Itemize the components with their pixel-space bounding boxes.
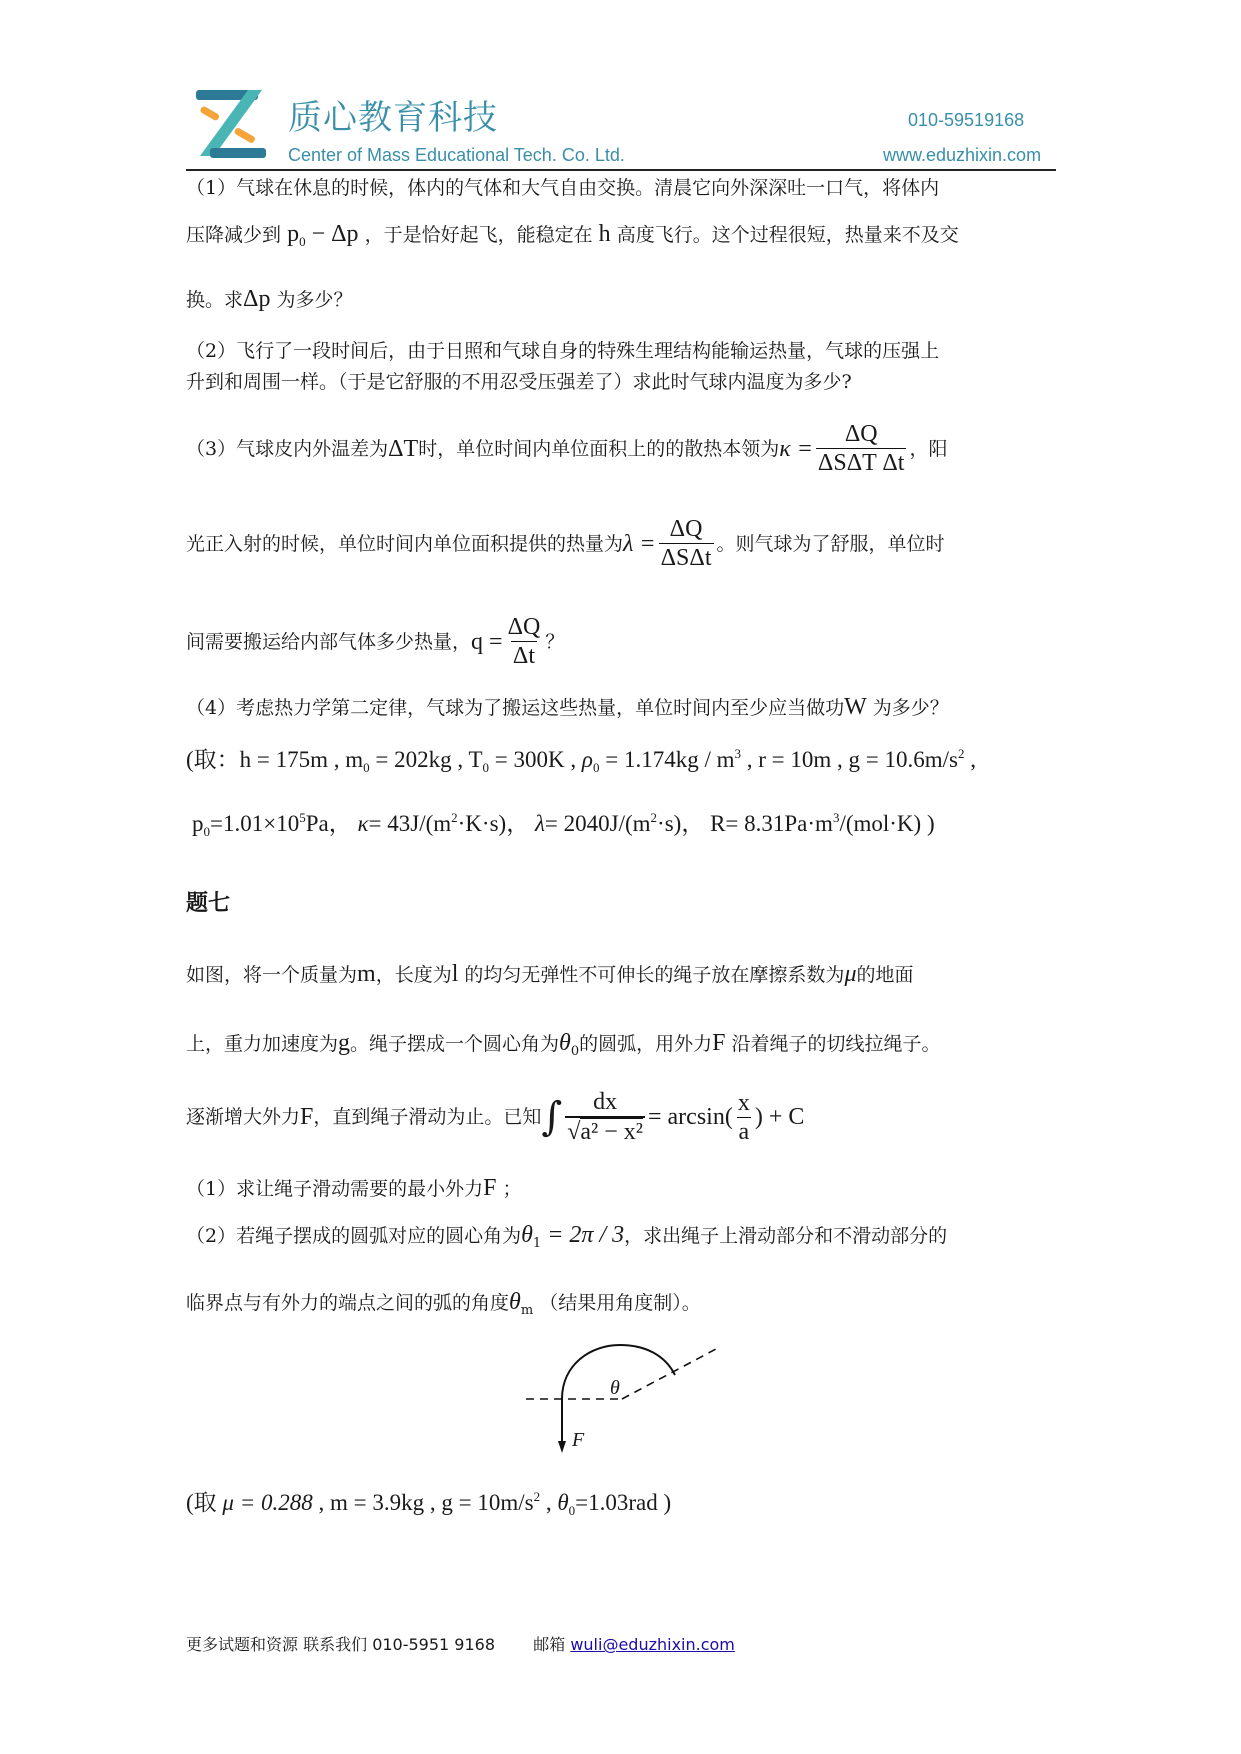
val-R: 8.31Pa·m bbox=[744, 811, 833, 836]
val-T0: 300K bbox=[513, 747, 565, 772]
text: ) bbox=[663, 1490, 672, 1515]
p7-q2-line2 bbox=[186, 1290, 701, 1323]
text: 压降减少到 bbox=[186, 224, 282, 246]
math-theta0: θ bbox=[559, 1030, 571, 1056]
val-R-tail: /(mol·K) bbox=[839, 811, 922, 836]
p7-q1 bbox=[186, 1176, 522, 1201]
text: ，直到绳子滑动为止。已知 bbox=[313, 1106, 542, 1128]
p7-given: (取 μ = 0.288 , m = 3.9kg , $g = 10m/s^2$ , $\theta_0=1.03rad$ ) bbox=[186, 1489, 672, 1518]
math-g: g bbox=[338, 1030, 351, 1056]
text: 如图，将一个质量为 bbox=[186, 964, 358, 986]
text: （4）考虑热力学第二定律，气球为了搬运这些热量，单位时间内至少应当做功 bbox=[186, 697, 845, 719]
math-plus-C: ) + C bbox=[754, 1104, 805, 1130]
footer-text: 更多试题和资源 联系我们 bbox=[186, 1635, 368, 1654]
text: 间需要搬运给内部气体多少热量， bbox=[186, 630, 472, 653]
val-g: 10.6m/s bbox=[884, 747, 958, 772]
val-kappa: 43J/(m bbox=[387, 811, 452, 836]
text: ，阳 bbox=[909, 437, 948, 460]
math-kappa: κ = bbox=[779, 435, 813, 462]
text: 临界点与有外力的端点之间的弧的角度 bbox=[186, 1292, 510, 1314]
subscript: 0 bbox=[570, 1044, 580, 1059]
math-q: q = bbox=[471, 628, 503, 655]
footer-email-link[interactable]: wuli@eduzhixin.com bbox=[570, 1635, 735, 1654]
fraction-x-over-a bbox=[736, 1089, 752, 1146]
text: 。绳子摆成一个圆心角为 bbox=[350, 1033, 560, 1055]
text: （3）气球皮内外温差为 bbox=[186, 437, 389, 460]
text: 的圆弧，用外力 bbox=[579, 1033, 713, 1055]
val-p0-unit: Pa bbox=[305, 811, 329, 836]
math-p0-dp: $p_0 - \Delta p$ bbox=[287, 221, 359, 249]
val-p0-exp: 5 bbox=[299, 810, 306, 825]
text: 。则气球为了舒服，单位时 bbox=[716, 532, 945, 555]
val-mu: μ = 0.288 bbox=[222, 1490, 313, 1515]
p6-q3-line1 bbox=[186, 420, 947, 477]
subscript: 1 bbox=[532, 1236, 542, 1251]
text: （1）求让绳子滑动需要的最小外力 bbox=[186, 1178, 484, 1200]
p6-q3-line3 bbox=[186, 613, 564, 670]
p6-q1-line1: （1）气球在休息的时候，体内的气体和大气自由交换。清晨它向外深深吐一口气，将体内 bbox=[186, 177, 940, 199]
math-l: l bbox=[451, 961, 459, 987]
math-theta1: θ bbox=[521, 1222, 533, 1248]
p6-q1-line2 bbox=[186, 222, 959, 254]
math-lambda: λ = bbox=[623, 530, 656, 557]
val-m: m = 3.9kg bbox=[330, 1490, 425, 1515]
val-r: 10m bbox=[790, 747, 832, 772]
math-dT: ΔT bbox=[388, 435, 419, 462]
denominator: a bbox=[738, 1118, 750, 1145]
text: 为多少？ bbox=[872, 697, 949, 719]
math-W: W bbox=[844, 694, 867, 720]
text: （结果用角度制）。 bbox=[539, 1292, 701, 1314]
val-lambda: 2040J/(m bbox=[563, 811, 651, 836]
p7-line3 bbox=[186, 1088, 804, 1146]
logo-icon bbox=[188, 86, 268, 164]
math-m: m bbox=[357, 961, 376, 987]
val-m0: 202kg bbox=[394, 747, 452, 772]
text: 上，重力加速度为 bbox=[186, 1033, 339, 1055]
header-website[interactable]: www.eduzhixin.com bbox=[883, 145, 1042, 165]
p6-q2-line2: 升到和周围一样。（于是它舒服的不用忍受压强差了）求此时气球内温度为多少? bbox=[186, 371, 852, 393]
val-p0: 1.01×10 bbox=[222, 811, 300, 836]
val-h: 175m bbox=[275, 747, 329, 772]
numerator: ΔQ bbox=[669, 516, 703, 542]
math-arcsin: = arcsin( bbox=[647, 1104, 733, 1130]
math-thetam: θ bbox=[509, 1289, 521, 1315]
header-phone: 010-59519168 bbox=[908, 110, 1025, 130]
p7-line2 bbox=[186, 1031, 941, 1064]
header-divider bbox=[186, 169, 1056, 171]
p6-q1-line3 bbox=[186, 287, 353, 312]
denominator: ΔSΔT Δt bbox=[817, 450, 905, 476]
val-kappa-tail: ·K·s) bbox=[457, 811, 507, 836]
numerator: ΔQ bbox=[844, 421, 878, 447]
text: 逐渐增大外力 bbox=[186, 1106, 301, 1128]
text: 换。求 bbox=[186, 289, 244, 311]
p7-line1 bbox=[186, 962, 914, 987]
problem7-title: 题七 bbox=[186, 891, 231, 916]
denominator: Δt bbox=[512, 643, 535, 669]
text: 沿着绳子的切线拉绳子。 bbox=[731, 1033, 941, 1055]
integral-sign: ∫ bbox=[541, 1094, 563, 1140]
numerator: dx bbox=[593, 1089, 618, 1115]
text: ； bbox=[502, 1178, 522, 1200]
text: 光正入射的时候，单位时间内单位面积提供的热量为 bbox=[186, 532, 624, 555]
text: (取 bbox=[186, 1490, 217, 1515]
text: 时，单位时间内单位面积上的的散热本领为 bbox=[418, 437, 780, 460]
text: （2）若绳子摆成的圆弧对应的圆心角为 bbox=[186, 1225, 522, 1247]
fraction-lambda bbox=[659, 515, 714, 572]
text: ，长度为 bbox=[375, 964, 452, 986]
text: 高度飞行。这个过程很短，热量来不及交 bbox=[616, 224, 959, 246]
fraction-q bbox=[506, 613, 543, 670]
text: 的地面 bbox=[856, 964, 914, 986]
text: ，求出绳子上滑动部分和不滑动部分的 bbox=[624, 1225, 948, 1247]
math-mu: μ bbox=[844, 961, 857, 987]
text: ，于是恰好起飞，能稳定在 bbox=[364, 224, 593, 246]
footer-mail-label: 邮箱 bbox=[533, 1635, 566, 1654]
rope-arc-figure bbox=[520, 1335, 720, 1455]
force-label: F bbox=[572, 1429, 585, 1451]
math-2pi-over-3: = 2π / 3 bbox=[547, 1222, 625, 1248]
p6-given-line1: (取：h = 175m , $m_0 = 202kg$ , $T_0 = 300K$ , $\rho_0 = 1.174kg / m^3$ , r = 10m , $g = 10.6m/s^2$ , bbox=[186, 746, 976, 775]
text: ？ bbox=[545, 630, 565, 653]
fraction-kappa bbox=[816, 420, 907, 477]
radicand: a² − x² bbox=[580, 1119, 643, 1145]
val-theta0: =1.03rad bbox=[575, 1490, 658, 1515]
p7-q2-line1 bbox=[186, 1223, 947, 1256]
p6-q4-line1 bbox=[186, 695, 949, 720]
p6-q3-line2 bbox=[186, 515, 945, 572]
math-F: F bbox=[300, 1104, 314, 1130]
footer bbox=[186, 1632, 735, 1655]
numerator: ΔQ bbox=[507, 614, 541, 640]
denominator: ΔSΔt bbox=[660, 545, 712, 571]
val-lambda-tail: ·s) bbox=[657, 811, 682, 836]
val-g: g = 10m/s bbox=[441, 1490, 534, 1515]
math-F: F bbox=[712, 1030, 726, 1056]
val-rho0: 1.174kg / m bbox=[623, 747, 735, 772]
subscript: m bbox=[520, 1303, 534, 1318]
numerator: x bbox=[737, 1089, 750, 1116]
brand-name-en: Center of Mass Educational Tech. Co. Ltd. bbox=[288, 145, 625, 165]
footer-phone: 010-5951 9168 bbox=[372, 1635, 496, 1654]
p6-given-line2: $p_0=1.01\times 10^5Pa$， $\kappa= 43J/(m^2\cdot K\cdot s)$， $\lambda= 2040J/(m^2\cdot s)$， $R= 8.31Pa\cdot m^3/(mol\cdot K)$ ) bbox=[192, 810, 935, 839]
theta-label: θ bbox=[610, 1377, 620, 1399]
math-h: h bbox=[598, 221, 611, 247]
text: 为多少？ bbox=[276, 289, 353, 311]
fraction-integrand bbox=[565, 1088, 645, 1146]
math-F: F bbox=[483, 1175, 497, 1201]
p6-q2-line1: （2）飞行了一段时间后，由于日照和气球自身的特殊生理结构能输运热量，气球的压强上 bbox=[186, 340, 940, 362]
denominator: √a² − x² bbox=[565, 1116, 645, 1146]
text: 的均匀无弹性不可伸长的绳子放在摩擦系数为 bbox=[464, 964, 845, 986]
math-dp: Δp bbox=[243, 286, 271, 312]
brand-name-cn: 质心教育科技 bbox=[288, 98, 498, 138]
